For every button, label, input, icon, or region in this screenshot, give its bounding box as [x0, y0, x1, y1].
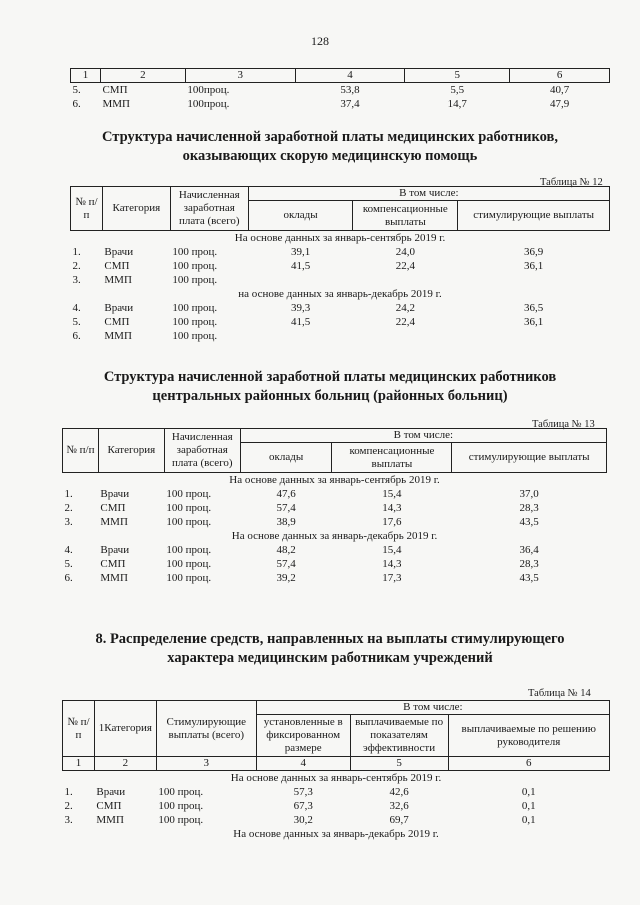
table-header-row: 1 2 3 4 5 6: [71, 69, 610, 83]
section-row: На основе данных за январь-сентябрь 2019 г.: [234, 232, 446, 244]
section-row: На основе данных за январь-декабрь 2019 г.: [233, 828, 439, 840]
table-14: № п/п 1Категория Стимулирующие выплаты (всего) В том числе: установленные в фиксированном размере выплачиваемые по показателям эффективности выплачиваемые по решению руководителя 1 2 3 4 5 6 На основе данных за январь-сентябрь 2019 г. 1. Врачи 100 проц. 57,3 42,6 0,1 2. СМП 100 проц. 67,3 32,6 0,1 3. ММП 100 проц. 30,2 69,7 0,1 На основе данных за январь-декабрь 2019 г.: [62, 700, 610, 841]
table12-number: Таблица № 12: [540, 177, 603, 188]
table13-title: Структура начисленной заработной платы медицинских работников центральных районных больниц (районных больниц): [103, 369, 557, 404]
table-row: 1. Врачи 100 проц. 57,3 42,6 0,1: [64, 786, 536, 798]
table-row: 2. СМП 100 проц. 57,4 14,3 28,3: [64, 502, 539, 514]
table-row: 4. Врачи 100 проц. 48,2 15,4 36,4: [64, 544, 539, 556]
table-row: 5. СМП 100 проц. 57,4 14,3 28,3: [64, 558, 539, 570]
column-number-row: 1 2 3 4 5 6: [63, 757, 610, 771]
table-row: 1. Врачи 100 проц. 39,1 24,0 36,9: [72, 246, 544, 258]
table-row: 5. СМП 100 проц. 41,5 22,4 36,1: [72, 316, 544, 328]
table-13: № п/п Категория Начисленная заработная плата (всего) В том числе: оклады компенсационные выплаты стимулирующие выплаты На основе данных за январь-сентябрь 2019 г. 1. Врачи 100 проц. 47,6 15,4 37,0 2. СМП 100 проц. 57,4 14,3 28,3 3. ММП 100 проц. 38,9 17,6 43,5 На основе данных за январь-декабрь 2019 г. 4. Врачи 100 проц. 48,2 15,4 36,4 5. СМП 100 проц. 57,4 14,3 28,3 6. ММП 100 проц. 39,2 17,3 43,5: [62, 428, 607, 585]
section-row: на основе данных за январь-декабрь 2019 г.: [238, 288, 442, 300]
table-row: 5. СМП 100проц. 53,8 5,5 40,7: [72, 84, 570, 96]
table14-title: 8. Распределение средств, направленных на выплаты стимулирующего характера медицинским работникам учреждений: [95, 631, 565, 666]
table-row: 3. ММП 100 проц. 30,2 69,7 0,1: [64, 814, 536, 826]
table-row: 4. Врачи 100 проц. 39,3 24,2 36,5: [72, 302, 544, 314]
section-row: На основе данных за январь-сентябрь 2019 г.: [230, 772, 442, 784]
table13-number: Таблица № 13: [532, 419, 595, 430]
section-row: На основе данных за январь-декабрь 2019 г.: [231, 530, 438, 542]
table-row: 2. СМП 100 проц. 41,5 22,4 36,1: [72, 260, 544, 272]
table-row: 2. СМП 100 проц. 67,3 32,6 0,1: [64, 800, 536, 812]
table-row: 3. ММП 100 проц.: [72, 274, 218, 286]
page-number: 128: [311, 34, 329, 48]
table14-number: Таблица № 14: [528, 688, 591, 699]
table-row: 1. Врачи 100 проц. 47,6 15,4 37,0: [64, 488, 539, 500]
continuation-table: [70, 68, 610, 111]
table-row: 3. ММП 100 проц. 38,9 17,6 43,5: [64, 516, 539, 528]
table-row: 6. ММП 100 проц. 39,2 17,3 43,5: [64, 572, 539, 584]
table-row: 6. ММП 100 проц.: [72, 330, 218, 342]
table-row: 6. ММП 100проц. 37,4 14,7 47,9: [72, 98, 570, 110]
section-row: На основе данных за январь-сентябрь 2019 г.: [229, 474, 440, 486]
table12-title: Структура начисленной заработной платы медицинских работников, оказывающих скорую медицинскую помощь: [102, 129, 558, 164]
table-12: № п/п Категория Начисленная заработная плата (всего) В том числе: оклады компенсационные выплаты стимулирующие выплаты На основе данных за январь-сентябрь 2019 г. 1. Врачи 100 проц. 39,1 24,0 36,9 2. СМП 100 проц. 41,5 22,4 36,1 3. ММП 100 проц. на основе данных за январь-декабрь 2019 г. 4. Врачи 100 проц. 39,3 24,2 36,5 5. СМП 100 проц. 41,5 22,4 36,1 6. ММП 100 проц.: [70, 186, 610, 343]
